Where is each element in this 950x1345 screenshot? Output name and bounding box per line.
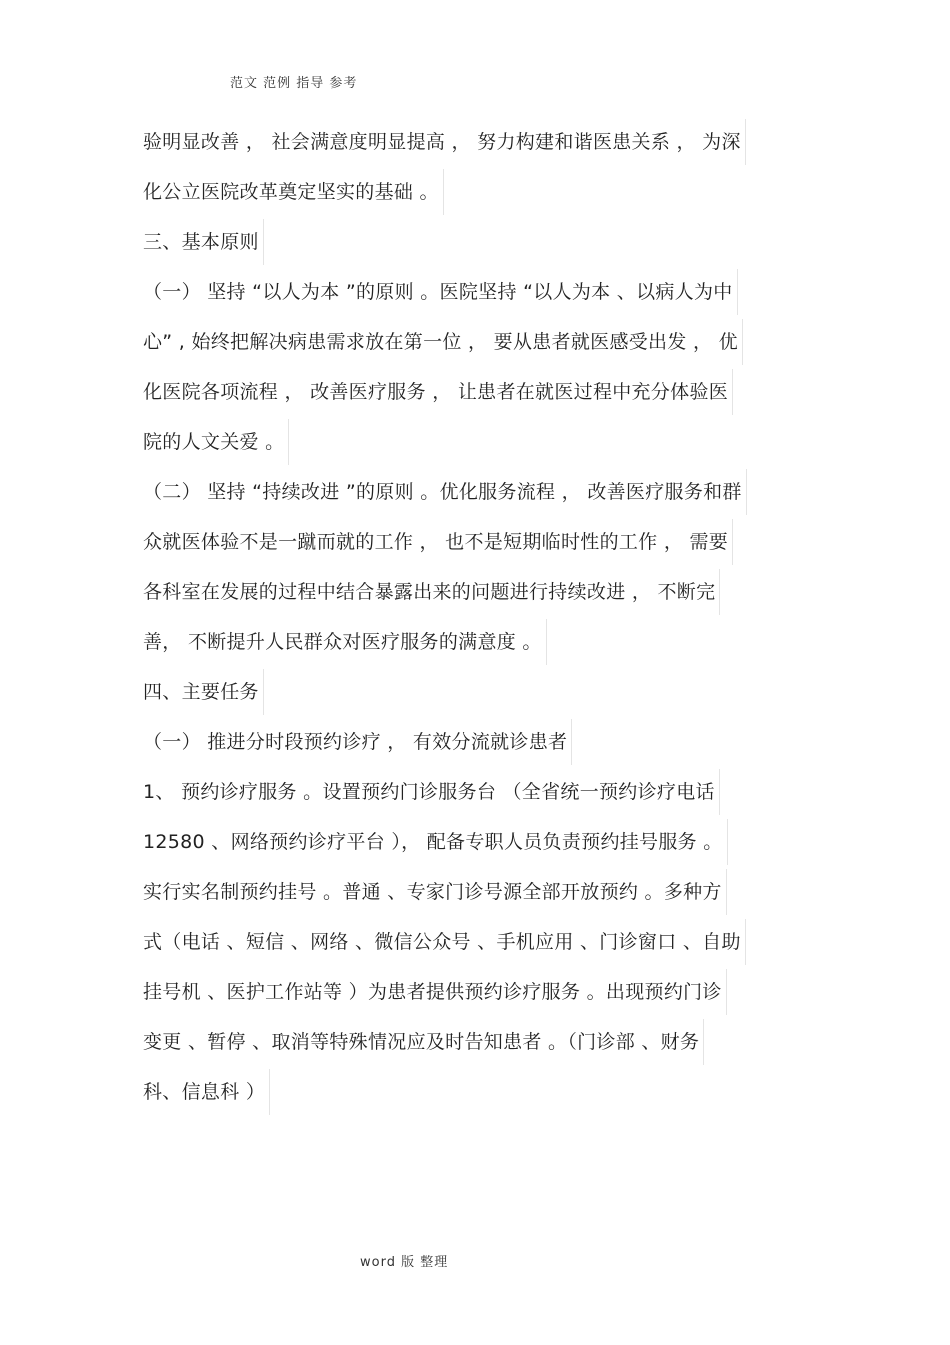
- text-line: [143, 467, 813, 517]
- section-heading: [143, 217, 813, 267]
- text-line-content: 实行实名制预约挂号 。普通 、专家门诊号源全部开放预约 。多种方: [143, 869, 727, 915]
- text-line: [143, 917, 813, 967]
- text-line-content: 众就医体验不是一蹴而就的工作 ， 也不是短期临时性的工作 ， 需要: [143, 519, 733, 565]
- page-header: 范文 范例 指导 参考: [230, 76, 358, 91]
- text-line-content: 科、信息科 ）: [143, 1069, 270, 1115]
- text-line: [143, 417, 813, 467]
- section-heading-text: 三、基本原则: [143, 219, 264, 265]
- text-line-content: （二） 坚持 “持续改进 ”的原则 。优化服务流程 ， 改善医疗服务和群: [143, 469, 747, 515]
- text-line: [143, 717, 813, 767]
- text-line: [143, 117, 813, 167]
- document-body: [143, 117, 813, 1117]
- text-line-content: 1、 预约诊疗服务 。设置预约门诊服务台 （全省统一预约诊疗电话: [143, 769, 720, 815]
- text-line-content: 各科室在发展的过程中结合暴露出来的问题进行持续改进 ， 不断完: [143, 569, 720, 615]
- text-line: [143, 967, 813, 1017]
- text-line-content: 院的人文关爱 。: [143, 419, 289, 465]
- text-line-content: （一） 推进分时段预约诊疗 ， 有效分流就诊患者: [143, 719, 572, 765]
- text-line-content: 变更 、暂停 、取消等特殊情况应及时告知患者 。（门诊部 、财务: [143, 1019, 704, 1065]
- text-line: [143, 267, 813, 317]
- text-line-content: 验明显改善 ， 社会满意度明显提高 ， 努力构建和谐医患关系 ， 为深: [143, 119, 746, 165]
- section-heading-text: 四、主要任务: [143, 669, 264, 715]
- text-line: [143, 567, 813, 617]
- text-line: [143, 617, 813, 667]
- text-line-content: 化医院各项流程 ， 改善医疗服务 ， 让患者在就医过程中充分体验医: [143, 369, 733, 415]
- text-line-content: 挂号机 、医护工作站等 ）为患者提供预约诊疗服务 。出现预约门诊: [143, 969, 727, 1015]
- text-line-content: （一） 坚持 “以人为本 ”的原则 。医院坚持 “以人为本 、以病人为中: [143, 269, 738, 315]
- text-line: [143, 367, 813, 417]
- text-line: [143, 517, 813, 567]
- text-line-content: 12580 、网络预约诊疗平台 ）， 配备专职人员负责预约挂号服务 。: [143, 819, 728, 865]
- section-heading: [143, 667, 813, 717]
- page-footer: word 版 整理: [360, 1255, 449, 1270]
- text-line-content: 心” , 始终把解决病患需求放在第一位 ， 要从患者就医感受出发 ， 优: [143, 319, 743, 365]
- text-line: [143, 817, 813, 867]
- text-line: [143, 317, 813, 367]
- text-line: [143, 1017, 813, 1067]
- text-line-content: 式（电话 、短信 、网络 、微信公众号 、手机应用 、门诊窗口 、自助: [143, 919, 746, 965]
- text-line: [143, 1067, 813, 1117]
- text-line: [143, 167, 813, 217]
- text-line: [143, 867, 813, 917]
- text-line: [143, 767, 813, 817]
- text-line-content: 善， 不断提升人民群众对医疗服务的满意度 。: [143, 619, 547, 665]
- text-line-content: 化公立医院改革奠定坚实的基础 。: [143, 169, 444, 215]
